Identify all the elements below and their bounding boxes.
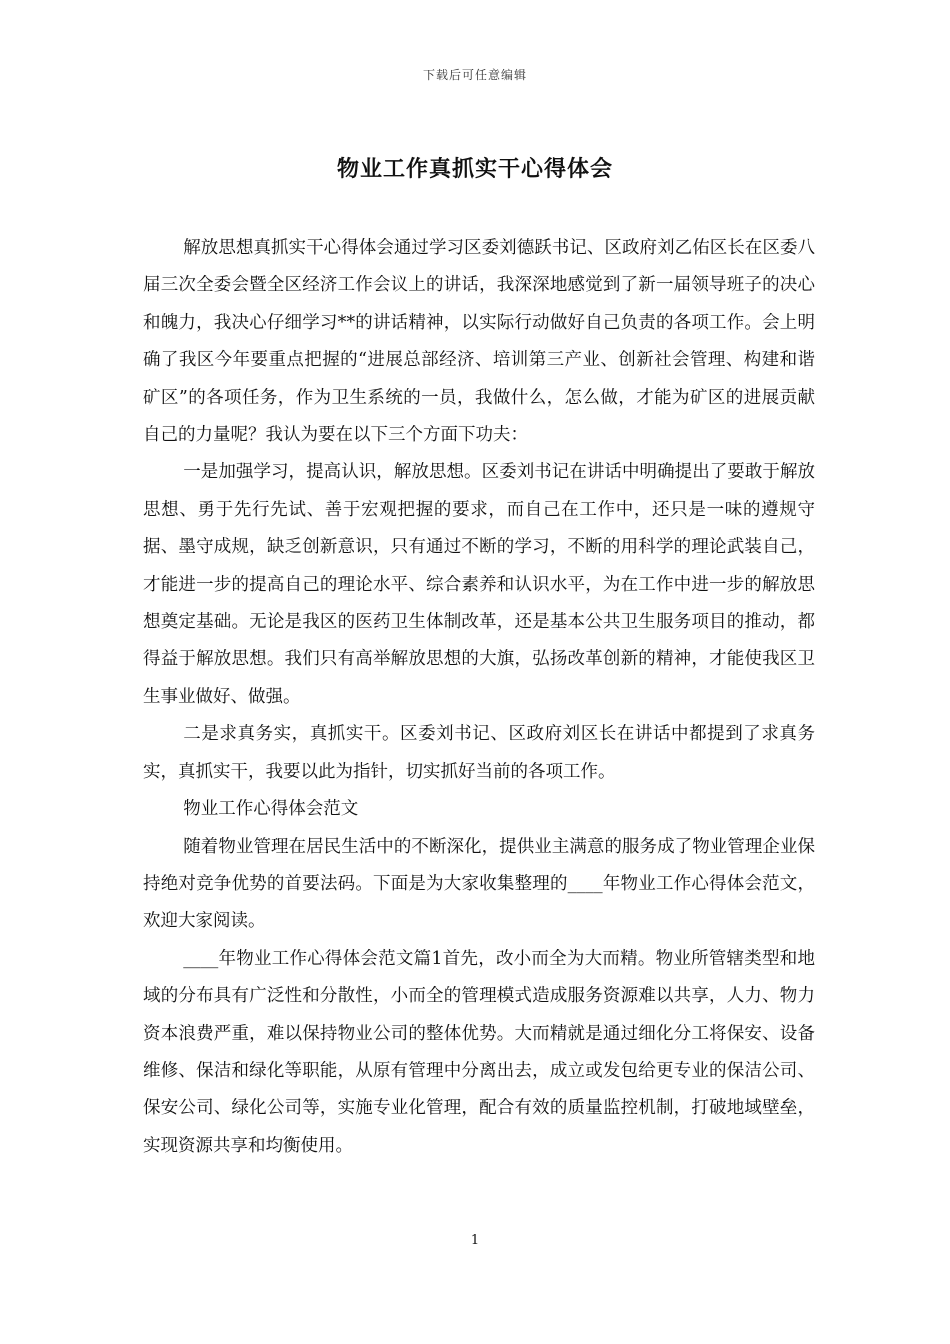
page-header: 下载后可任意编辑 <box>422 68 527 82</box>
paragraph-point-one: 一是加强学习，提高认识，解放思想。区委刘书记在讲话中明确提出了要敢于解放思想、勇于先行先试、善于宏观把握的要求，而自己在工作中，还只是一味的遵规守据、墨守成规，缺乏创新意识，只有通过不断的学习，不断的用科学的理论武装自己，才能进一步的提高自己的理论水平、综合素养和认识水平，为在工作中进一步的解放思想奠定基础。无论是我区的医药卫生体制改革，还是基本公共卫生服务项目的推动，都得益于解放思想。我们只有高举解放思想的大旗，弘扬改革创新的精神，才能使我区卫生事业做好、做强。 <box>143 462 815 707</box>
paragraph-essay-one: ____年物业工作心得体会范文篇1首先，改小而全为大而精。物业所管辖类型和地域的分布具有广泛性和分散性，小而全的管理模式造成服务资源难以共享，人力、物力资本浪费严重，难以保持物业公司的整体优势。大而精就是通过细化分工将保安、设备维修、保洁和绿化等职能，从原有管理中分离出去，成立或发包给更专业的保洁公司、保安公司、绿化公司等，实施专业化管理，配合有效的质量监控机制，打破地域壁垒，实现资源共享和均衡使用。 <box>143 948 815 1156</box>
section-heading: 物业工作心得体会范文 <box>183 799 359 820</box>
paragraph-section-intro: 随着物业管理在居民生活中的不断深化，提供业主满意的服务成了物业管理企业保持绝对竞争优势的首要法码。下面是为大家收集整理的____年物业工作心得体会范文，欢迎大家阅读。 <box>143 836 815 932</box>
page-number: 1 <box>470 1233 480 1248</box>
document-title: 物业工作真抓实干心得体会 <box>336 156 613 182</box>
paragraph-point-two: 二是求真务实，真抓实干。区委刘书记、区政府刘区长在讲话中都提到了求真务实，真抓实干，我要以此为指针，切实抓好当前的各项工作。 <box>143 724 815 782</box>
document-body <box>143 230 815 1165</box>
paragraph-intro: 解放思想真抓实干心得体会通过学习区委刘德跃书记、区政府刘乙佑区长在区委八届三次全委会暨全区经济工作会议上的讲话，我深深地感觉到了新一届领导班子的决心和魄力，我决心仔细学习**的讲话精神，以实际行动做好自己负责的各项工作。会上明确了我区今年要重点把握的“进展总部经济、培训第三产业、创新社会管理、构建和谐矿区”的各项任务，作为卫生系统的一员，我做什么，怎么做，才能为矿区的进展贡献自己的力量呢？我认为要在以下三个方面下功夫： <box>143 238 815 446</box>
